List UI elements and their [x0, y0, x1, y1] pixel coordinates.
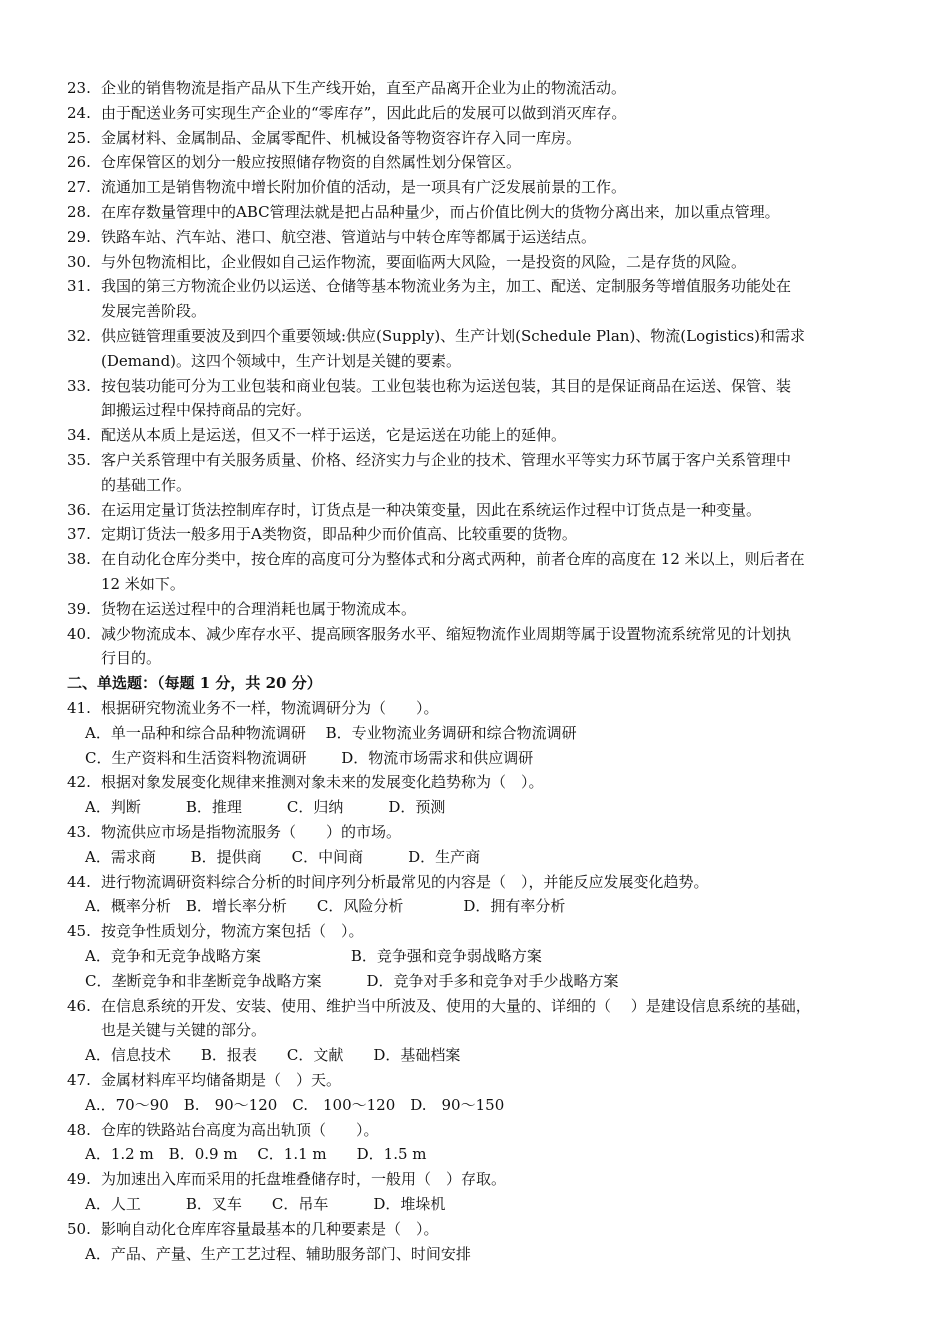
section-heading-text: 二、单选题：（每题 1 分，共 20 分）	[67, 674, 322, 693]
true-false-question-text: 在运用定量订货法控制库存时，订货点是一种决策变量，因此在系统运作过程中订货点是一种变量。	[101, 500, 762, 519]
true-false-question-text: 与外包物流相比，企业假如自己运作物流，要面临两大风险，一是投资的风险，二是存货的风险。	[101, 252, 747, 271]
true-false-question	[67, 374, 791, 399]
true-false-question-text: 减少物流成本、减少库存水平、提高顾客服务水平、缩短物流作业周期等属于设置物流系统常见的计划执	[101, 624, 792, 643]
choice-question-text: 为加速出入库而采用的托盘堆叠储存时，一般用（ ）存取。	[101, 1170, 507, 1189]
question-number: 28.	[67, 203, 91, 221]
true-false-question	[67, 423, 566, 448]
answer-options	[85, 721, 577, 746]
answer-options-text: A．单一品种和综合品种物流调研 B．专业物流业务调研和综合物流调研	[85, 723, 577, 742]
question-number: 31.	[67, 277, 91, 296]
question-continuation-text: 行目的。	[101, 649, 162, 668]
true-false-question	[67, 498, 761, 523]
choice-question	[67, 919, 364, 944]
true-false-question	[67, 274, 791, 299]
choice-question	[67, 696, 439, 721]
true-false-question-text: 货物在运送过程中的合理消耗也属于物流成本。	[101, 599, 417, 618]
true-false-question	[67, 200, 780, 225]
section-heading	[67, 671, 322, 696]
answer-options	[85, 894, 565, 919]
answer-options	[85, 969, 619, 994]
choice-question	[67, 1118, 379, 1143]
question-continuation	[101, 299, 206, 324]
question-number: 32.	[67, 327, 91, 345]
true-false-question-text: 在库存数量管理中的ABC管理法就是把占品种量少，而占价值比例大的货物分离出来，加以重点管理。	[101, 203, 780, 221]
true-false-question-text: 金属材料、金属制品、金属零配件、机械设备等物资容许存入同一库房。	[101, 128, 582, 147]
true-false-question-text: 流通加工是销售物流中增长附加价值的活动，是一项具有广泛发展前景的工作。	[101, 178, 627, 197]
answer-options	[85, 1043, 460, 1068]
true-false-question-text: 由于配送业务可实现生产企业的“零库存”，因此此后的发展可以做到消灭库存。	[101, 103, 627, 122]
true-false-question	[67, 597, 416, 622]
true-false-question	[67, 522, 577, 547]
answer-options	[85, 944, 542, 969]
true-false-question	[67, 250, 746, 275]
question-number: 41.	[67, 699, 91, 717]
choice-question	[67, 1217, 439, 1242]
question-number: 46.	[67, 996, 91, 1015]
answer-options-text: C．生产资料和生活资料物流调研 D．物流市场需求和供应调研	[85, 748, 534, 767]
question-number: 27.	[67, 178, 91, 197]
choice-question-text: 根据对象发展变化规律来推测对象未来的发展变化趋势称为（ ）。	[101, 773, 544, 792]
answer-options	[85, 795, 445, 820]
question-continuation-text: 发展完善阶段。	[101, 302, 207, 321]
choice-question	[67, 1167, 506, 1192]
true-false-question	[67, 622, 791, 647]
question-number: 39.	[67, 599, 91, 618]
choice-question-text: 影响自动化仓库库容量最基本的几种要素是（ ）。	[101, 1219, 439, 1238]
true-false-question-text: 配送从本质上是运送，但又不一样于运送，它是运送在功能上的延伸。	[101, 426, 567, 445]
question-number: 33.	[67, 376, 91, 395]
question-continuation	[101, 646, 161, 671]
question-continuation	[101, 398, 311, 423]
question-continuation	[101, 349, 461, 374]
choice-question-text: 按竞争性质划分，物流方案包括（ ）。	[101, 922, 364, 941]
choice-question-text: 金属材料库平均储备期是（ ）天。	[101, 1071, 342, 1089]
true-false-question-text: 在自动化仓库分类中，按仓库的高度可分为整体式和分离式两种，前者仓库的高度在 12 米以上，则后者在	[101, 550, 805, 569]
answer-options	[85, 1093, 504, 1118]
choice-question	[67, 770, 544, 795]
true-false-question-text: 按包装功能可分为工业包装和商业包装。工业包装也称为运送包装，其目的是保证商品在运送、保管、装	[101, 376, 792, 395]
question-number: 44.	[67, 872, 91, 891]
true-false-question	[67, 175, 626, 200]
true-false-question-text: 客户关系管理中有关服务质量、价格、经济实力与企业的技术、管理水平等实力环节属于客户关系管理中	[101, 451, 792, 469]
answer-options	[85, 1142, 427, 1167]
question-number: 48.	[67, 1120, 91, 1139]
answer-options	[85, 1242, 471, 1267]
true-false-question	[67, 225, 596, 250]
question-continuation-text: 也是关键与关键的部分。	[101, 1021, 267, 1040]
true-false-question-text: 企业的销售物流是指产品从下生产线开始，直至产品离开企业为止的物流活动。	[101, 79, 627, 97]
question-number: 38.	[67, 550, 91, 569]
question-number: 25.	[67, 128, 91, 147]
true-false-question	[67, 76, 626, 101]
question-continuation-text: 12 米如下。	[101, 575, 185, 593]
true-false-question	[67, 101, 626, 126]
answer-options-text: A．产品、产量、生产工艺过程、辅助服务部门、时间安排	[85, 1244, 471, 1263]
true-false-question	[67, 150, 521, 175]
answer-options-text: A．判断 B．推理 C．归纳 D．预测	[85, 798, 446, 817]
question-continuation-text: 的基础工作。	[101, 475, 192, 494]
question-number: 36.	[67, 500, 91, 519]
choice-question-text: 物流供应市场是指物流服务（ ）的市场。	[101, 823, 402, 841]
answer-options-text: A．概率分析 B．增长率分析 C．风险分析 D．拥有率分析	[85, 897, 566, 916]
answer-options-text: A．竞争和无竞争战略方案 B．竞争强和竞争弱战略方案	[85, 947, 542, 965]
true-false-question-text: 定期订货法一般多用于A类物资，即品种少而价值高、比较重要的货物。	[101, 525, 577, 544]
answer-options-text: C．垄断竞争和非垄断竞争战略方案 D．竞争对手多和竞争对手少战略方案	[85, 971, 619, 990]
question-number: 26.	[67, 153, 91, 172]
true-false-question	[67, 547, 805, 572]
question-number: 49.	[67, 1170, 91, 1189]
true-false-question-text: 仓库保管区的划分一般应按照储存物资的自然属性划分保管区。	[101, 153, 522, 172]
true-false-question-text: 供应链管理重要波及到四个重要领域:供应(Supply)、生产计划(Schedule Plan)、物流(Logistics)和需求	[101, 327, 806, 345]
question-number: 43.	[67, 823, 91, 841]
question-number: 42.	[67, 773, 91, 792]
question-number: 45.	[67, 922, 91, 941]
question-continuation	[101, 572, 185, 597]
question-number: 34.	[67, 426, 91, 445]
choice-question	[67, 870, 709, 895]
true-false-question-text: 我国的第三方物流企业仍以运送、仓储等基本物流业务为主，加工、配送、定制服务等增值服务功能处在	[101, 277, 792, 296]
choice-question-text: 仓库的铁路站台高度为高出轨顶（ ）。	[101, 1120, 379, 1139]
choice-question	[67, 994, 811, 1019]
question-number: 30.	[67, 252, 91, 271]
question-continuation	[101, 1018, 266, 1043]
question-number: 24.	[67, 103, 91, 122]
answer-options	[85, 1192, 445, 1217]
question-continuation-text: (Demand)。这四个领域中，生产计划是关键的要素。	[101, 351, 462, 370]
choice-question-text: 在信息系统的开发、安装、使用、维护当中所波及、使用的大量的、详细的（ ）是建设信息系统的基础，	[101, 996, 811, 1015]
choice-question	[67, 820, 401, 845]
answer-options-text: A．需求商 B．提供商 C．中间商 D．生产商	[85, 847, 481, 866]
question-number: 37.	[67, 525, 91, 544]
answer-options-text: A.．70～90 B. 90～120 C. 100～120 D. 90～150	[85, 1095, 505, 1114]
question-number: 23.	[67, 79, 91, 97]
answer-options	[85, 845, 480, 870]
answer-options	[85, 746, 533, 771]
true-false-question-text: 铁路车站、汽车站、港口、航空港、管道站与中转仓库等都属于运送结点。	[101, 227, 597, 246]
true-false-question	[67, 324, 805, 349]
question-number: 47.	[67, 1071, 91, 1089]
question-number: 29.	[67, 227, 91, 246]
choice-question-text: 进行物流调研资料综合分析的时间序列分析最常见的内容是（ ），并能反应发展变化趋势。	[101, 872, 709, 891]
answer-options-text: A．人工 B．叉车 C．吊车 D．堆垛机	[85, 1195, 446, 1213]
question-continuation	[101, 473, 191, 498]
question-number: 35.	[67, 451, 91, 469]
true-false-question	[67, 448, 791, 473]
answer-options-text: A．信息技术 B．报表 C．文献 D．基础档案	[85, 1046, 461, 1065]
question-continuation-text: 卸搬运过程中保持商品的完好。	[101, 401, 312, 420]
true-false-question	[67, 126, 581, 151]
question-number: 50.	[67, 1219, 91, 1238]
question-number: 40.	[67, 624, 91, 643]
answer-options-text: A．1.2 m B．0.9 m C．1.1 m D．1.5 m	[85, 1145, 427, 1164]
choice-question	[67, 1068, 341, 1093]
choice-question-text: 根据研究物流业务不一样，物流调研分为（ ）。	[101, 699, 439, 717]
